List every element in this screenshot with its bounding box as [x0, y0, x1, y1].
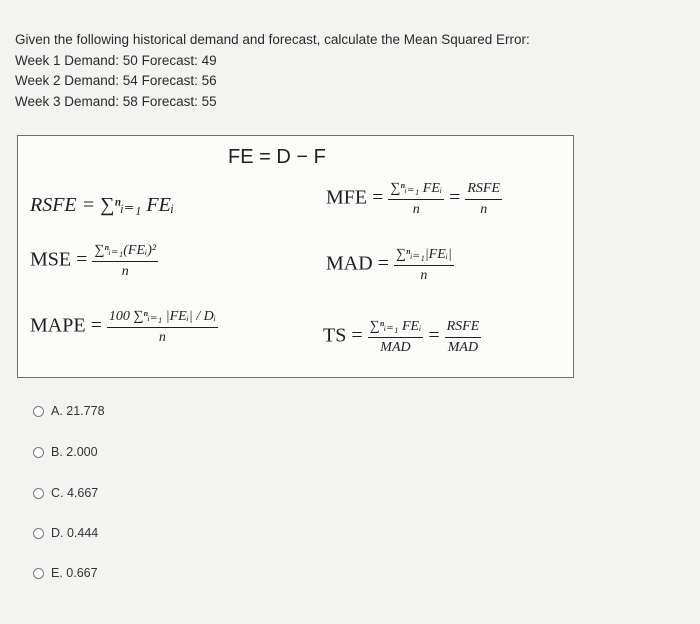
mape-denominator: n	[158, 330, 166, 345]
mfe-numerator-2: RSFE	[465, 181, 502, 200]
mfe-formula	[326, 180, 502, 218]
week-1-row: Week 1 Demand: 50 Forecast: 49	[15, 52, 217, 68]
ts-numerator-2: RSFE	[445, 319, 482, 338]
mad-numerator: ∑ⁿᵢ₌₁|FEᵢ|	[394, 246, 454, 266]
rsfe-formula	[30, 192, 174, 217]
ts-lhs: TS =	[323, 324, 363, 347]
mse-lhs: MSE =	[30, 248, 88, 271]
mad-lhs: MAD =	[326, 252, 389, 275]
option-c[interactable]	[33, 486, 98, 500]
mape-lhs: MAPE =	[30, 314, 102, 337]
rsfe-lhs: RSFE =	[30, 194, 96, 216]
mape-numerator: 100 ∑ⁿᵢ₌₁ |FEᵢ| / Dᵢ	[107, 308, 218, 328]
mfe-denominator-2: n	[480, 201, 488, 217]
option-b[interactable]	[33, 445, 98, 459]
ts-denominator: MAD	[380, 340, 411, 355]
option-d[interactable]	[33, 526, 98, 540]
question-prompt: Given the following historical demand and forecast, calculate the Mean Squared Error:	[15, 32, 530, 47]
option-e[interactable]	[33, 566, 98, 580]
mse-denominator: n	[121, 264, 129, 279]
formula-box	[17, 135, 574, 378]
radio-icon[interactable]	[33, 447, 44, 458]
mfe-equals: =	[449, 186, 461, 209]
mad-formula	[326, 246, 454, 284]
rsfe-rhs: ∑ⁿᵢ₌₁ FEᵢ	[100, 194, 174, 216]
fe-formula: FE = D − F	[228, 146, 326, 168]
radio-icon[interactable]	[33, 528, 44, 539]
ts-denominator-2: MAD	[447, 339, 479, 355]
week-3-row: Week 3 Demand: 58 Forecast: 55	[15, 93, 217, 109]
ts-formula	[323, 318, 481, 356]
option-c-label: C. 4.667	[51, 486, 99, 500]
ts-equals: =	[428, 324, 440, 347]
mape-formula	[30, 308, 218, 346]
mse-numerator: ∑ⁿᵢ₌₁(FEᵢ)²	[92, 242, 158, 262]
option-a-label: A. 21.778	[51, 404, 105, 418]
question-text	[15, 30, 530, 112]
ts-numerator: ∑ⁿᵢ₌₁ FEᵢ	[368, 318, 424, 338]
mfe-denominator: n	[412, 202, 420, 217]
week-2-row: Week 2 Demand: 54 Forecast: 56	[15, 73, 217, 88]
mse-formula	[30, 242, 158, 280]
option-e-label: E. 0.667	[51, 566, 98, 580]
option-b-label: B. 2.000	[51, 445, 98, 459]
mfe-numerator: ∑ⁿᵢ₌₁ FEᵢ	[388, 180, 444, 200]
radio-icon[interactable]	[33, 406, 44, 417]
mfe-lhs: MFE =	[326, 186, 384, 209]
mad-denominator: n	[420, 268, 428, 283]
radio-icon[interactable]	[33, 568, 44, 579]
radio-icon[interactable]	[33, 488, 44, 499]
option-a[interactable]	[33, 404, 105, 418]
option-d-label: D. 0.444	[51, 526, 99, 540]
